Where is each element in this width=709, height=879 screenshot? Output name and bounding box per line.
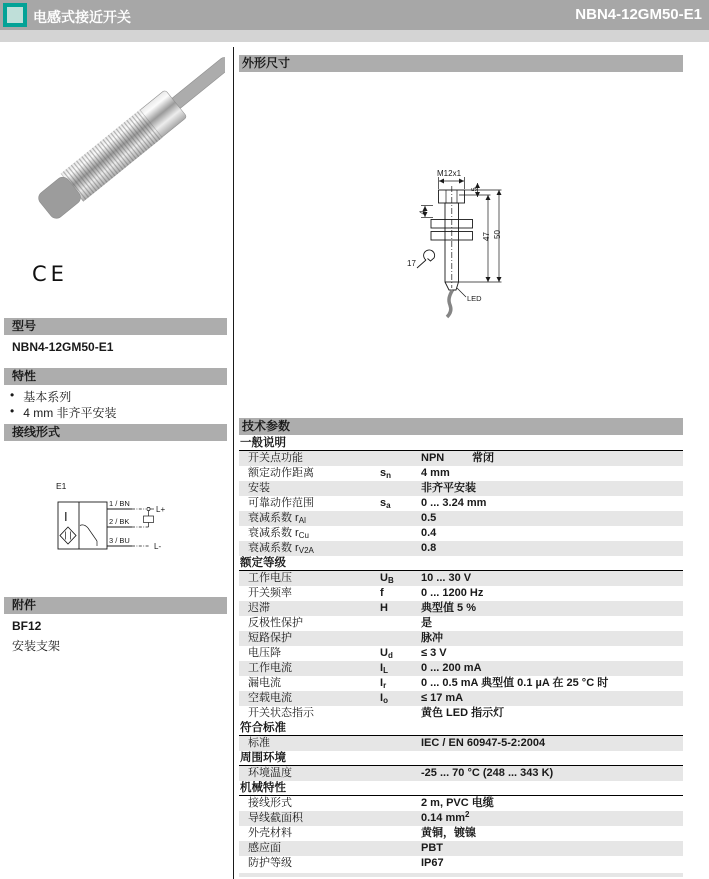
spec-label: 开关频率	[248, 587, 292, 599]
spec-row	[239, 856, 683, 871]
spec-label: 衰减系数 $r_{Cu}$	[248, 527, 309, 540]
accessory-desc: 安装支架	[12, 639, 61, 653]
spec-value: -25 ... 70 °C (248 ... 343 K)	[421, 767, 554, 779]
spec-symbol: $I_L$	[380, 662, 388, 675]
spec-value: 非齐平安装	[421, 482, 476, 494]
spec-subsection-title: 周围环境	[239, 751, 683, 766]
spec-label: 标准	[248, 737, 270, 749]
spec-row	[239, 736, 683, 751]
spec-label: 感应面	[248, 842, 281, 854]
spec-value: IEC / EN 60947-5-2:2004	[421, 737, 546, 749]
bullet-icon: •	[10, 388, 15, 402]
spec-value-2: 常闭	[472, 452, 494, 464]
spec-label: 接线形式	[248, 797, 292, 809]
header-strip	[0, 30, 709, 42]
spec-value: 4 mm	[421, 467, 450, 479]
spec-label: 迟滞	[248, 602, 270, 614]
spec-label: 可靠动作范围	[248, 497, 314, 509]
table-end-band	[239, 873, 683, 877]
product-model-title: NBN4-12GM50-E1	[575, 6, 702, 23]
spec-symbol: $I_o$	[380, 692, 388, 705]
terminal-minus-label: L-	[154, 542, 162, 551]
spec-row	[239, 796, 683, 811]
feature-label: 4 mm 非齐平安装	[23, 406, 117, 420]
spec-row	[239, 646, 683, 661]
spec-value: ≤ 17 mA	[421, 692, 464, 704]
spec-label: 短路保护	[248, 632, 292, 644]
ce-mark: CE	[32, 262, 68, 286]
spec-label: 防护等级	[248, 857, 292, 869]
spec-label: 安装	[248, 482, 270, 494]
spec-subsection-title: 额定等级	[239, 556, 683, 571]
dim-50-label: 50	[493, 230, 502, 239]
spec-row	[239, 601, 683, 616]
spec-label: 衰减系数 $r_{V2A}$	[248, 542, 314, 555]
spec-symbol: f	[380, 587, 384, 599]
spec-label: 额定动作距离	[248, 467, 314, 479]
cable-pigtail	[447, 290, 453, 317]
spec-label: 开关状态指示	[248, 707, 314, 719]
spec-label: 导线截面积	[248, 812, 303, 824]
wiring-variant-label: E1	[56, 481, 67, 491]
spec-symbol: H	[380, 602, 388, 614]
inductive-sensor-icon	[60, 527, 76, 544]
spec-value: 0 ... 3.24 mm	[421, 497, 487, 509]
spec-value: ≤ 3 V	[421, 647, 447, 659]
spec-label: 空载电流	[248, 692, 292, 704]
spec-label: 工作电流	[248, 662, 292, 674]
spec-row	[239, 466, 683, 481]
spec-label: 工作电压	[248, 572, 292, 584]
wiring-diagram	[30, 462, 230, 570]
column-divider	[233, 47, 234, 879]
spec-row	[239, 811, 683, 826]
spec-label: 反极性保护	[248, 617, 303, 629]
feature-item	[10, 388, 71, 405]
spec-value: 0.4	[421, 527, 437, 539]
spec-label: 开关点功能	[248, 452, 303, 464]
spec-value: 0 ... 200 mA	[421, 662, 482, 674]
sensor-cable	[169, 56, 225, 111]
spec-row	[239, 451, 683, 466]
spec-subsection-title: 机械特性	[239, 781, 683, 796]
dim-47-label: 47	[482, 232, 491, 241]
model-number: NBN4-12GM50-E1	[12, 340, 114, 354]
spec-subsection-title: 一般说明	[239, 436, 683, 451]
spec-row	[239, 511, 683, 526]
pin3-label: 3 / BU	[109, 536, 130, 545]
spec-symbol: $s_a$	[380, 497, 391, 510]
spec-symbol: $U_d$	[380, 647, 393, 660]
spec-row	[239, 661, 683, 676]
tech-table	[239, 436, 683, 877]
spec-row	[239, 841, 683, 856]
spec-value: 10 ... 30 V	[421, 572, 472, 584]
spec-value: 典型值 5 %	[421, 602, 477, 614]
pin1-label: 1 / BN	[109, 499, 130, 508]
spec-row	[239, 541, 683, 556]
spec-value: NPN	[421, 452, 445, 464]
dimension-drawing	[390, 152, 540, 322]
spec-row	[239, 706, 683, 721]
spec-row	[239, 616, 683, 631]
spec-value: 0.5	[421, 512, 437, 524]
spec-row	[239, 691, 683, 706]
spec-row	[239, 826, 683, 841]
spec-row	[239, 676, 683, 691]
spec-value: 0.8	[421, 542, 437, 554]
led-label: LED	[467, 294, 482, 303]
spec-row	[239, 766, 683, 781]
terminal-plus-label: L+	[156, 505, 166, 514]
pin2-label: 2 / BK	[109, 517, 130, 526]
spec-value: 0 ... 1200 Hz	[421, 587, 484, 599]
spec-value: 0.14 $mm^2$	[421, 810, 470, 824]
dim-4-label: 4	[417, 210, 427, 215]
spec-value: 黄色 LED 指示灯	[421, 707, 505, 719]
brand-square-icon	[3, 3, 27, 27]
wrench-icon	[417, 250, 435, 268]
load-symbol	[144, 516, 154, 523]
spec-value: IP67	[421, 857, 444, 869]
section-header-tech: 技术参数	[239, 418, 683, 435]
product-family-title: 电感式接近开关	[33, 9, 131, 25]
dim-5-label: 5	[469, 187, 479, 192]
bullet-icon: •	[10, 404, 15, 418]
nc-contact-icon	[80, 525, 97, 546]
spec-symbol: $s_n$	[380, 467, 392, 480]
spec-label: 电压降	[248, 647, 281, 659]
spec-label: 外壳材料	[248, 827, 292, 839]
thread-size-label: M12x1	[437, 169, 462, 178]
spec-subsection-title: 符合标准	[239, 721, 683, 736]
spec-value: 是	[421, 617, 432, 629]
feature-item	[10, 404, 117, 421]
spec-row	[239, 571, 683, 586]
spec-row	[239, 526, 683, 541]
sensor-output-symbol: I	[64, 509, 68, 524]
spec-value: PBT	[421, 842, 443, 854]
section-header-dimensions: 外形尺寸	[239, 55, 683, 72]
spec-value: 脉冲	[421, 632, 443, 644]
spec-symbol: $I_r$	[380, 677, 387, 690]
spec-symbol: $U_B$	[380, 572, 394, 585]
feature-label: 基本系列	[23, 390, 72, 404]
spec-row	[239, 496, 683, 511]
spec-row	[239, 586, 683, 601]
section-header-connection: 接线形式	[4, 424, 227, 441]
spec-value: 黄铜，镀镍	[421, 827, 476, 839]
accessory-model: BF12	[12, 619, 42, 633]
spec-label: 漏电流	[248, 677, 281, 689]
spec-row	[239, 631, 683, 646]
section-header-features: 特性	[4, 368, 227, 385]
spec-value: 0 ... 0.5 mA 典型值 0.1 µA 在 25 °C 时	[421, 677, 609, 689]
spec-label: 环境温度	[248, 767, 292, 779]
section-header-accessories: 附件	[4, 597, 227, 614]
spec-row	[239, 481, 683, 496]
wrench-size-label: 17	[407, 259, 416, 268]
spec-label: 衰减系数 $r_{Al}$	[248, 512, 306, 525]
page-header	[0, 0, 709, 30]
spec-value: 2 m, PVC 电缆	[421, 797, 494, 809]
section-header-model: 型号	[4, 318, 227, 335]
